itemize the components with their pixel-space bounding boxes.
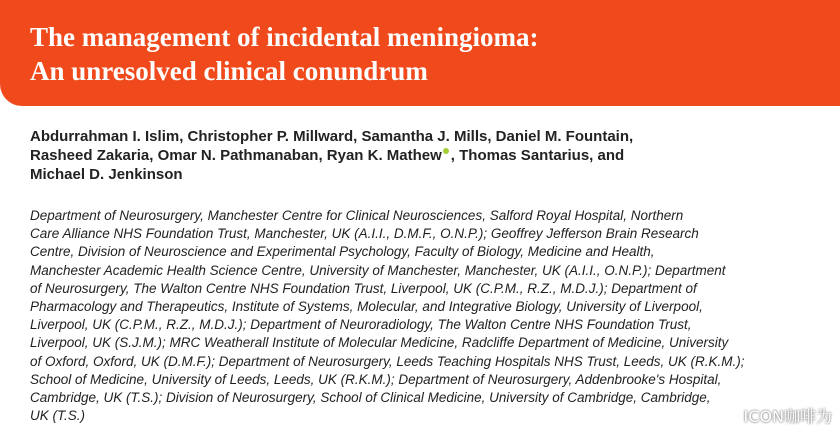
author-list (30, 127, 810, 184)
article-title-line-2: An unresolved clinical conundrum (30, 56, 428, 86)
author-line-1: Abdurrahman I. Islim, Christopher P. Millward, Samantha J. Mills, Daniel M. Fountain, (30, 128, 634, 145)
affiliation-line: Cambridge, UK (T.S.); Division of Neurosurgery, School of Clinical Medicine, University of Cambridge, Cambridge, (30, 390, 711, 406)
affiliation-line: of Neurosurgery, The Walton Centre NHS Foundation Trust, Liverpool, UK (C.P.M., R.Z., M.D.J.); Department of (30, 280, 697, 296)
affiliation-line: Liverpool, UK (C.P.M., R.Z., M.D.J.); Department of Neuroradiology, The Walton Centre NHS Foundation Trust, (30, 317, 692, 333)
affiliation-line: Pharmacology and Therapeutics, Institute of Systems, Molecular, and Integrative Biology, University of Liverpool, (30, 299, 703, 315)
affiliation-line: School of Medicine, University of Leeds, Leeds, UK (R.K.M.); Department of Neurosurgery, Addenbrooke's Hospital, (30, 371, 722, 387)
author-line-2 (30, 146, 810, 165)
wechat-icon (716, 407, 738, 425)
affiliation-line: Centre, Division of Neuroscience and Experimental Psychology, Faculty of Biology, Medicine and Health, (30, 244, 655, 260)
title-banner (0, 0, 840, 106)
watermark (716, 404, 832, 427)
affiliation-line: Care Alliance NHS Foundation Trust, Manchester, UK (A.I.I., D.M.F., O.N.P.); Geoffrey Jefferson Brain Research (30, 226, 699, 242)
affiliation-line: UK (T.S.) (30, 408, 86, 424)
affiliations (30, 207, 830, 425)
affiliation-line: Manchester Academic Health Science Centre, University of Manchester, Manchester, UK (A.I.I., O.N.P.); Department (30, 262, 726, 278)
affiliation-line: Liverpool, UK (S.J.M.); MRC Weatherall Institute of Molecular Medicine, Radcliffe Department of Medicine, University (30, 335, 729, 351)
watermark-text: ICON咖啡为 (743, 407, 832, 426)
author-line-2-end: , Thomas Santarius, and (450, 147, 625, 164)
author-line-3: Michael D. Jenkinson (30, 166, 183, 183)
orcid-icon[interactable] (443, 148, 449, 154)
affiliation-line: of Oxford, Oxford, UK (D.M.F.); Department of Neurosurgery, Leeds Teaching Hospitals NHS Trust, Leeds, UK (R.K.M.); (30, 353, 745, 369)
affiliation-line: Department of Neurosurgery, Manchester Centre for Clinical Neurosciences, Salford Royal Hospital, Northern (30, 208, 684, 223)
author-line-2-start: Rasheed Zakaria, Omar N. Pathmanaban, Ryan K. Mathew (30, 147, 442, 164)
article-title-line-1: The management of incidental meningioma: (30, 22, 539, 52)
